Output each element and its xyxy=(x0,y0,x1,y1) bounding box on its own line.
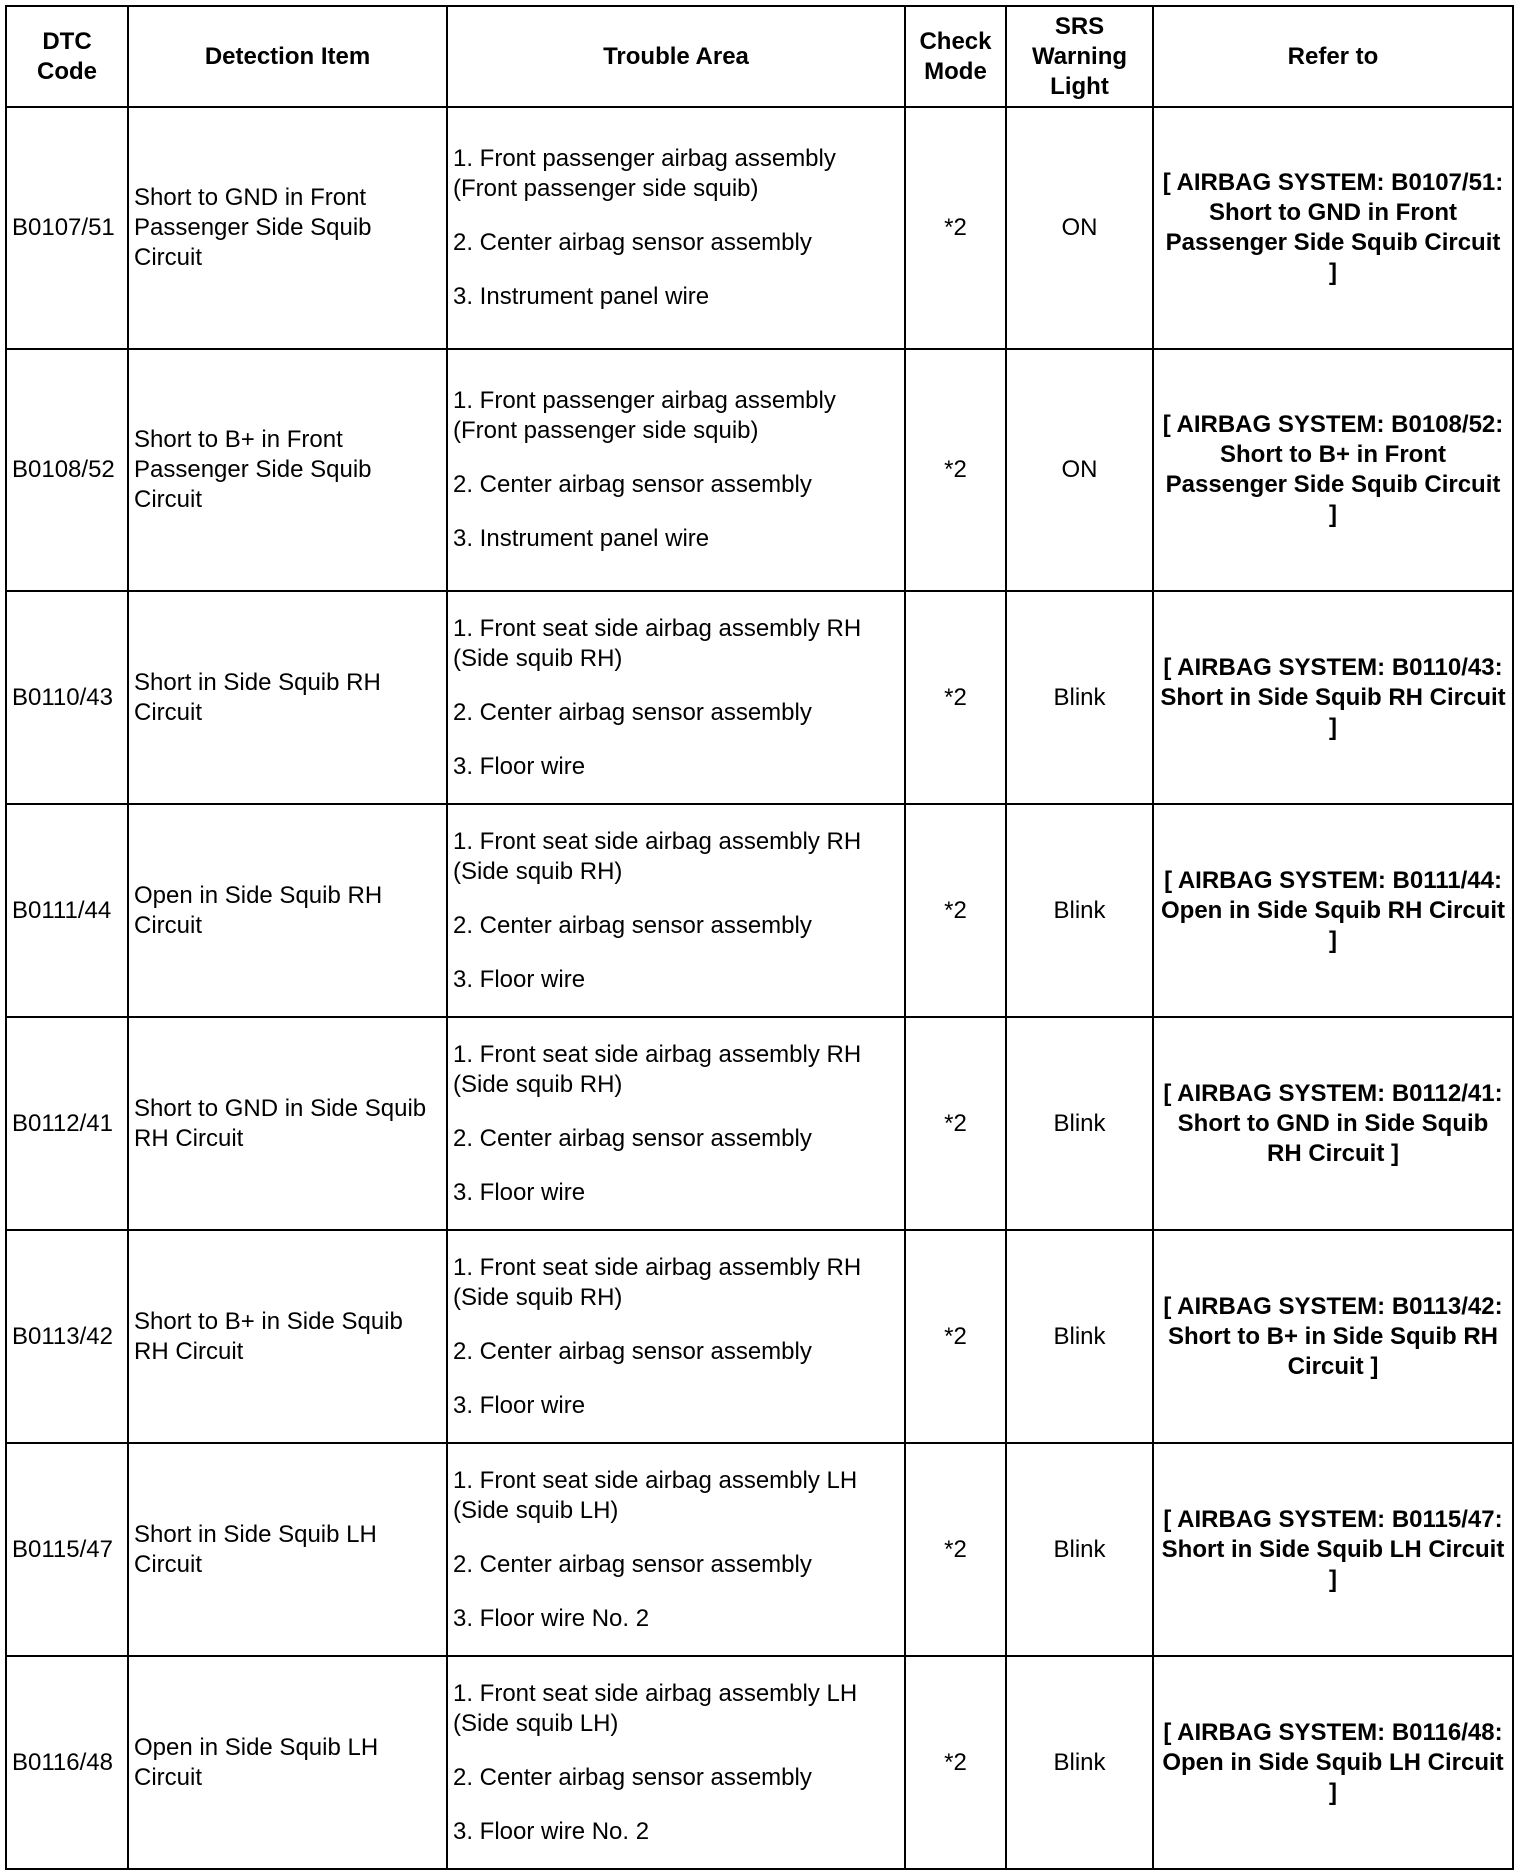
trouble-area-spacer xyxy=(453,887,899,911)
refer-to-cell: [ AIRBAG SYSTEM: B0116/48: Open in Side Squib LH Circuit ] xyxy=(1153,1656,1513,1869)
check-mode-cell: *2 xyxy=(905,349,1006,591)
trouble-area-cell xyxy=(447,349,905,591)
trouble-area-item: 3. Instrument panel wire xyxy=(453,525,710,552)
refer-to-cell: [ AIRBAG SYSTEM: B0113/42: Short to B+ in Side Squib RH Circuit ] xyxy=(1153,1230,1513,1443)
header-dtc-code: DTC Code xyxy=(6,6,128,107)
header-trouble-area: Trouble Area xyxy=(447,6,905,107)
dtc-table xyxy=(5,5,1514,1870)
trouble-area-spacer xyxy=(453,258,899,282)
header-refer-to: Refer to xyxy=(1153,6,1513,107)
check-mode-cell: *2 xyxy=(905,591,1006,804)
table-row xyxy=(6,1017,1513,1230)
dtc-code-cell: B0111/44 xyxy=(6,804,128,1017)
trouble-area-spacer xyxy=(453,1367,899,1391)
trouble-area-item: 3. Instrument panel wire xyxy=(453,283,710,310)
refer-to-cell: [ AIRBAG SYSTEM: B0110/43: Short in Side Squib RH Circuit ] xyxy=(1153,591,1513,804)
trouble-area-item: 2. Center airbag sensor assembly xyxy=(453,911,812,939)
table-row xyxy=(6,591,1513,804)
trouble-area-spacer xyxy=(453,1526,899,1550)
trouble-area-cell xyxy=(447,804,905,1017)
trouble-area-spacer xyxy=(453,500,899,524)
trouble-area-item: 1. Front seat side airbag assembly RH (Side squib RH) xyxy=(453,614,862,672)
check-mode-cell: *2 xyxy=(905,1443,1006,1656)
dtc-code-cell: B0113/42 xyxy=(6,1230,128,1443)
header-srs-warning-light: SRS Warning Light xyxy=(1006,6,1153,107)
trouble-area-spacer xyxy=(453,728,899,752)
header-detection-item: Detection Item xyxy=(128,6,447,107)
srs-warning-light-cell: Blink xyxy=(1006,1656,1153,1869)
table-header-row xyxy=(6,6,1513,107)
dtc-code-cell: B0116/48 xyxy=(6,1656,128,1869)
trouble-area-item: 2. Center airbag sensor assembly xyxy=(453,1763,812,1791)
refer-to-cell: [ AIRBAG SYSTEM: B0107/51: Short to GND in Front Passenger Side Squib Circuit ] xyxy=(1153,107,1513,349)
trouble-area-spacer xyxy=(453,1793,899,1817)
detection-item-cell: Short in Side Squib RH Circuit xyxy=(128,591,447,804)
table-row xyxy=(6,107,1513,349)
table-row xyxy=(6,1443,1513,1656)
dtc-code-cell: B0107/51 xyxy=(6,107,128,349)
trouble-area-item: 1. Front seat side airbag assembly RH (Side squib RH) xyxy=(453,1253,862,1311)
trouble-area-cell xyxy=(447,591,905,804)
check-mode-cell: *2 xyxy=(905,804,1006,1017)
trouble-area-spacer xyxy=(453,1154,899,1178)
trouble-area-cell xyxy=(447,1656,905,1869)
trouble-area-spacer xyxy=(453,204,899,228)
detection-item-cell: Short to B+ in Side Squib RH Circuit xyxy=(128,1230,447,1443)
srs-warning-light-cell: Blink xyxy=(1006,1230,1153,1443)
check-mode-cell: *2 xyxy=(905,1017,1006,1230)
refer-to-cell: [ AIRBAG SYSTEM: B0112/41: Short to GND in Side Squib RH Circuit ] xyxy=(1153,1017,1513,1230)
trouble-area-item: 2. Center airbag sensor assembly xyxy=(453,1124,812,1152)
trouble-area-item: 2. Center airbag sensor assembly xyxy=(453,698,812,726)
trouble-area-item: 2. Center airbag sensor assembly xyxy=(453,1337,812,1365)
trouble-area-spacer xyxy=(453,1313,899,1337)
detection-item-cell: Short to GND in Side Squib RH Circuit xyxy=(128,1017,447,1230)
srs-warning-light-cell: Blink xyxy=(1006,591,1153,804)
dtc-table-container xyxy=(5,5,1514,1870)
srs-warning-light-cell: ON xyxy=(1006,107,1153,349)
srs-warning-light-cell: Blink xyxy=(1006,1017,1153,1230)
table-row xyxy=(6,1230,1513,1443)
refer-to-cell: [ AIRBAG SYSTEM: B0108/52: Short to B+ in Front Passenger Side Squib Circuit ] xyxy=(1153,349,1513,591)
trouble-area-item: 3. Floor wire xyxy=(453,1178,586,1206)
trouble-area-item: 2. Center airbag sensor assembly xyxy=(453,471,812,498)
detection-item-cell: Open in Side Squib LH Circuit xyxy=(128,1656,447,1869)
header-check-mode: Check Mode xyxy=(905,6,1006,107)
trouble-area-item: 1. Front passenger airbag assembly (Front passenger side squib) xyxy=(453,145,836,202)
trouble-area-item: 1. Front seat side airbag assembly RH (Side squib RH) xyxy=(453,827,862,885)
trouble-area-item: 3. Floor wire xyxy=(453,752,586,780)
check-mode-cell: *2 xyxy=(905,107,1006,349)
srs-warning-light-cell: Blink xyxy=(1006,804,1153,1017)
dtc-code-cell: B0115/47 xyxy=(6,1443,128,1656)
detection-item-cell: Short in Side Squib LH Circuit xyxy=(128,1443,447,1656)
trouble-area-cell xyxy=(447,1230,905,1443)
check-mode-cell: *2 xyxy=(905,1230,1006,1443)
table-row xyxy=(6,804,1513,1017)
srs-warning-light-cell: Blink xyxy=(1006,1443,1153,1656)
detection-item-cell: Short to B+ in Front Passenger Side Squib Circuit xyxy=(128,349,447,591)
trouble-area-cell xyxy=(447,1017,905,1230)
check-mode-cell: *2 xyxy=(905,1656,1006,1869)
refer-to-cell: [ AIRBAG SYSTEM: B0111/44: Open in Side Squib RH Circuit ] xyxy=(1153,804,1513,1017)
trouble-area-spacer xyxy=(453,1100,899,1124)
trouble-area-item: 2. Center airbag sensor assembly xyxy=(453,229,812,256)
refer-to-cell: [ AIRBAG SYSTEM: B0115/47: Short in Side Squib LH Circuit ] xyxy=(1153,1443,1513,1656)
trouble-area-item: 1. Front seat side airbag assembly LH (Side squib LH) xyxy=(453,1466,858,1524)
trouble-area-spacer xyxy=(453,674,899,698)
trouble-area-item: 2. Center airbag sensor assembly xyxy=(453,1550,812,1578)
trouble-area-item: 1. Front passenger airbag assembly (Front passenger side squib) xyxy=(453,387,836,444)
dtc-code-cell: B0108/52 xyxy=(6,349,128,591)
trouble-area-spacer xyxy=(453,1739,899,1763)
trouble-area-item: 3. Floor wire xyxy=(453,1391,586,1419)
trouble-area-item: 3. Floor wire No. 2 xyxy=(453,1604,650,1632)
trouble-area-cell xyxy=(447,1443,905,1656)
trouble-area-cell xyxy=(447,107,905,349)
srs-warning-light-cell: ON xyxy=(1006,349,1153,591)
detection-item-cell: Short to GND in Front Passenger Side Squib Circuit xyxy=(128,107,447,349)
trouble-area-item: 3. Floor wire xyxy=(453,965,586,993)
table-row xyxy=(6,1656,1513,1869)
trouble-area-item: 1. Front seat side airbag assembly LH (Side squib LH) xyxy=(453,1679,858,1737)
trouble-area-spacer xyxy=(453,941,899,965)
dtc-code-cell: B0110/43 xyxy=(6,591,128,804)
trouble-area-item: 3. Floor wire No. 2 xyxy=(453,1817,650,1845)
trouble-area-item: 1. Front seat side airbag assembly RH (Side squib RH) xyxy=(453,1040,862,1098)
detection-item-cell: Open in Side Squib RH Circuit xyxy=(128,804,447,1017)
trouble-area-spacer xyxy=(453,1580,899,1604)
dtc-code-cell: B0112/41 xyxy=(6,1017,128,1230)
trouble-area-spacer xyxy=(453,446,899,470)
table-row xyxy=(6,349,1513,591)
